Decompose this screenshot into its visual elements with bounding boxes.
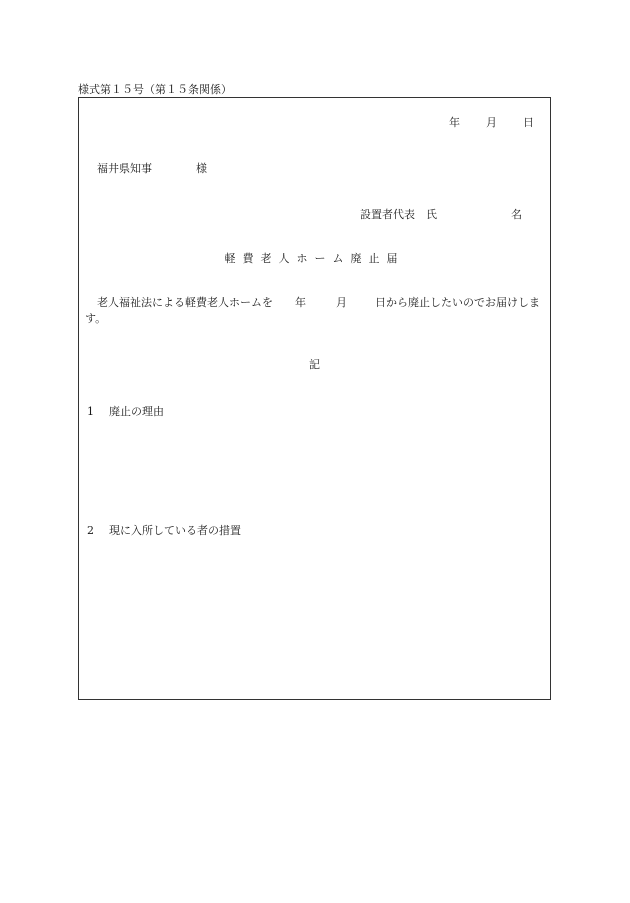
item-reason xyxy=(87,403,164,419)
body-month: 月 xyxy=(336,296,347,309)
body-text xyxy=(85,295,546,327)
date-month: 月 xyxy=(486,116,497,129)
addressee xyxy=(97,160,207,176)
addressee-name: 福井県知事 xyxy=(97,162,152,175)
notification-form xyxy=(78,97,551,700)
addressee-honorific: 様 xyxy=(196,162,207,175)
date-line xyxy=(449,114,534,130)
item-number: 1 xyxy=(87,405,94,418)
body-year: 年 xyxy=(295,296,306,309)
ki-heading: 記 xyxy=(309,358,320,371)
body-part2: 日から廃止したいのでお届けします。 xyxy=(85,296,540,325)
applicant-label: 設置者代表 氏 xyxy=(360,208,437,221)
item-resident-measures xyxy=(87,522,241,538)
item-number: 2 xyxy=(87,524,94,537)
item-label: 現に入所している者の措置 xyxy=(109,524,241,537)
form-number-label: 様式第１５号（第１５条関係） xyxy=(78,83,232,96)
item-label: 廃止の理由 xyxy=(109,405,164,418)
applicant-name-suffix: 名 xyxy=(511,208,522,221)
document-title: 軽費老人ホーム廃止届 xyxy=(224,252,405,265)
date-year: 年 xyxy=(449,116,460,129)
date-day: 日 xyxy=(523,116,534,129)
body-part1: 老人福祉法による軽費老人ホームを xyxy=(97,296,273,309)
applicant-line xyxy=(360,206,522,222)
